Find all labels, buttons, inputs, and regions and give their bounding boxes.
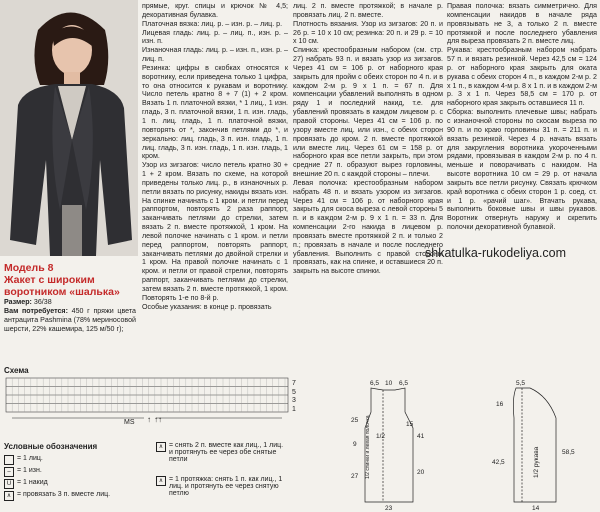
dimension-label: 6,5: [399, 380, 409, 387]
model-name-1: Жакет с широким: [4, 274, 95, 286]
arrow-icon: ↑: [147, 415, 151, 424]
legend-item: ∧ = провязать 3 п. вместе лиц.: [4, 491, 144, 501]
scheme-chart: [4, 376, 304, 432]
sk2p-icon: ∧: [156, 442, 166, 452]
legend-title: Условные обозначения: [4, 442, 98, 451]
text-para: Правая полочка: вязать симметрично. Для компенсации накидов в начале ряда провязывать не 3, а только 2 п. вместе протяжкой и после последнего убавления для выреза провязать 2 п. вместе лиц.: [447, 2, 597, 46]
column-1: [4, 262, 136, 333]
dimension-label: 42,5: [492, 459, 505, 466]
text-para: прямые, круг. спицы и крючок № 4,5; декоративная булавка.: [142, 2, 288, 19]
text-para: Спинка: крестообразным набором (см. стр. 27) набрать 93 п. и вязать узор из зигзагов. Через 41 см = 106 р. от наборного края закрыть для пройм с обеих сторон по 4 п. и в каждом 2-м р. 9 х 1 п. = 67 п. Для компенсации убавлений выполнять в одном ряду 1 и последний накид, т.е. для убавлений провязать в каждом лицевом р. с правой стороны. Через 41 см = 106 р. по узору вместе лиц. или изн., с обеих сторон провязать до кром. 2 п. вместе протяжкой или вместе лиц. Через 61 см = 158 р. от наборного края все петли закрыть, при этом средние 27 п. образуют вырез горловины, внешние 20 п. с каждой стороны – плечи.: [293, 46, 443, 179]
yarn-over-icon: U: [4, 479, 14, 489]
text-para: Резинка: цифры в скобках относятся к воротнику, если приведена только 1 цифра, то она относится к рукавам и воротнику. Число петель кратно 8 + 7 (1) + 2 кром. Вязать 1 п. платочной вязки, * 1 лиц., 1 изн. гладь, 3 п. платочной вязки, 1 п. изн. гладь, 1 п. лиц. гладь, 1 п. платочной вязки, повторять от *, закончив петлями до *, и зеркально: лиц. гладь, 3 п. изн. гладь, 1 п. лиц. гладь, 3 п. изн. гладь, 1 п. изн. гладь, 1 кром.: [142, 63, 288, 161]
dimension-label: 41: [417, 433, 425, 440]
size-line: Размер: 36/38: [4, 298, 52, 306]
pattern-back-front: [343, 378, 431, 512]
model-photo-illustration: [0, 0, 138, 256]
model-number: Модель 8: [4, 262, 54, 274]
row-number: 1: [292, 406, 296, 413]
piece-label: 1/2 рукава: [533, 446, 540, 478]
piece-label: 1/2 спинки и левая полочка: [365, 415, 371, 479]
materials-line: Вам потребуется: 450 г пряжи цвета антрацита Pashmina (78% мериносовой шерсти, 22% кашемира, 125 м/50 г);: [4, 306, 136, 333]
scheme-title: Схема: [4, 366, 29, 375]
dimension-label: 25: [351, 417, 359, 424]
model-name-2: воротником «шалька»: [4, 286, 120, 298]
model-title: [4, 262, 136, 298]
double-arrow-icon: ↑↑: [154, 415, 162, 424]
legend-item: – = 1 изн.: [4, 467, 42, 477]
legend-item: = 1 лиц.: [4, 455, 43, 465]
pattern-sleeve: [484, 378, 598, 512]
dimension-label: 10: [385, 380, 393, 387]
text-para: лиц. 2 п. вместе протяжкой; в начале р. провязать лиц. 2 п. вместе.: [293, 2, 443, 19]
legend-item: ∧ = 1 протяжка: снять 1 п. как лиц., 1 лиц. и протянуть ее через снятую петлю: [156, 476, 286, 497]
k3tog-icon: ∧: [4, 491, 14, 501]
purl-symbol-icon: –: [4, 467, 14, 477]
dimension-label: 20: [417, 469, 425, 476]
piece-label: 1/2: [376, 433, 386, 440]
column-3: [293, 2, 443, 276]
row-number: 7: [292, 380, 296, 387]
model-photo: [0, 0, 138, 256]
text-para: Рукава: крестообразным набором набрать 57 п. и вязать резинкой. Через 42,5 см = 124 р. от наборного края закрыть для оката рукава с обеих сторон 4 п., в каждом 2-м р. 2 х 1 п., в каждом 4-м р. 8 х 1 п. и в каждом 2-м р. 3 х 1 п. Через 58,5 см = 170 р. от наборного края закрыть оставшиеся 11 п.: [447, 46, 597, 108]
watermark: shkatulka-rukodeliya.com: [425, 246, 567, 260]
dimension-label: 5,5: [516, 380, 526, 387]
text-para: Особые указания: в конце р. провязать: [142, 302, 272, 311]
text-para: Лицевая гладь: лиц. р. – лиц. п., изн. р. – изн. п.: [142, 28, 288, 46]
text-para: Левая полочка: крестообразным набором набрать 48 п. и вязать узором из зигзагов. Через 41 см = 106 р. от наборного края закрыть для скоса выреза с левой стороны 5 п. и в каждом 2-м р. 9 х 1 п. = 33 п. Для компенсации 2-го накида в лицевом р. провязать вместе протяжкой 2 п. и только 2 п.; провязать в начале и после последнего убавления. Выполнить с правой стороны провязать, как на спинке, и оставшиеся 20 п. закрыть на высоте спинки.: [293, 178, 443, 276]
dimension-label: 16: [496, 401, 504, 408]
row-number: 5: [292, 389, 296, 396]
text-para: Сборка: выполнить плечевые швы; набрать с изнаночной стороны по скосам выреза по 90 п. и по краю горловины 31 п. = 211 п. и вязать резинкой. Через 4 р. начать вязать для закругления воротника укороченными рядами, провязывая в каждом 2-м р. по 4 п. меньше и поворачивать с накидом. На высоте воротника 10 см = 29 р. от начала закрыть все петли рисунку. Связать крючком край воротника с обеих сторон 1 р. соед. ст. и 1 р. «рачий шаг». Втачать рукава, выполнить боковые швы и швы рукавов. Воротник отвернуть наружу и скрепить полочки декоративной булавкой.: [447, 108, 597, 232]
text-para: Платочная вязка: лиц. р. – изн. р. – лиц. р.: [142, 19, 283, 28]
legend-item: ∧ = снять 2 п. вместе как лиц., 1 лиц. и протянуть ее через обе снятые петли: [156, 442, 286, 463]
dimension-label: 6,5: [370, 380, 380, 387]
skp-icon: ∧: [156, 476, 166, 486]
column-4: [447, 2, 597, 232]
dimension-label: 9: [353, 441, 357, 448]
dimension-label: 58,5: [562, 449, 575, 456]
legend-item: U = 1 накид: [4, 479, 48, 489]
dimension-label: 15: [406, 421, 414, 428]
ms-label: MS: [124, 419, 135, 426]
dimension-label: 27: [351, 473, 359, 480]
text-para: Плотность вязания. Узор из зигзагов: 20 п. и 26 р. = 10 х 10 см; резинка: 20 п. и 29 р. = 10 х 10 см.: [293, 19, 443, 46]
text-para: Изнаночная гладь: лиц. р. – изн. п., изн. р. – лиц. п.: [142, 46, 288, 64]
column-2: [142, 2, 288, 312]
knit-symbol-icon: [4, 455, 14, 465]
text-para: Узор из зигзагов: число петель кратно 30 + 1 + 2 кром. Вязать по схеме, на которой приведены только лиц. р., в изнаночных р. петли вязать по рисунку, накиды вязать изн. На спинке начинать с 1 кром. и петли перед раппортом, повторять 2 раза раппорт, заканчивать петлями до стрелки, затем вязать 2 п. вместе протяжкой, 1 кром. На левой полочке начинать с 1 кром. и петли перед раппортом, повторять раппорт, заканчивать петлями до двойной стрелки и 1 кром. На правой полочке начинать с 1 кром. и петли от правой стрелки, повторять раппорт, заканчивать петлями до стрелки, затем вязать 2 п. вместе протяжкой, 1 кром. Повторять 1-е по 8-й р.: [142, 161, 288, 302]
dimension-label: 14: [532, 505, 540, 512]
row-number: 3: [292, 397, 296, 404]
dimension-label: 23: [385, 505, 393, 512]
